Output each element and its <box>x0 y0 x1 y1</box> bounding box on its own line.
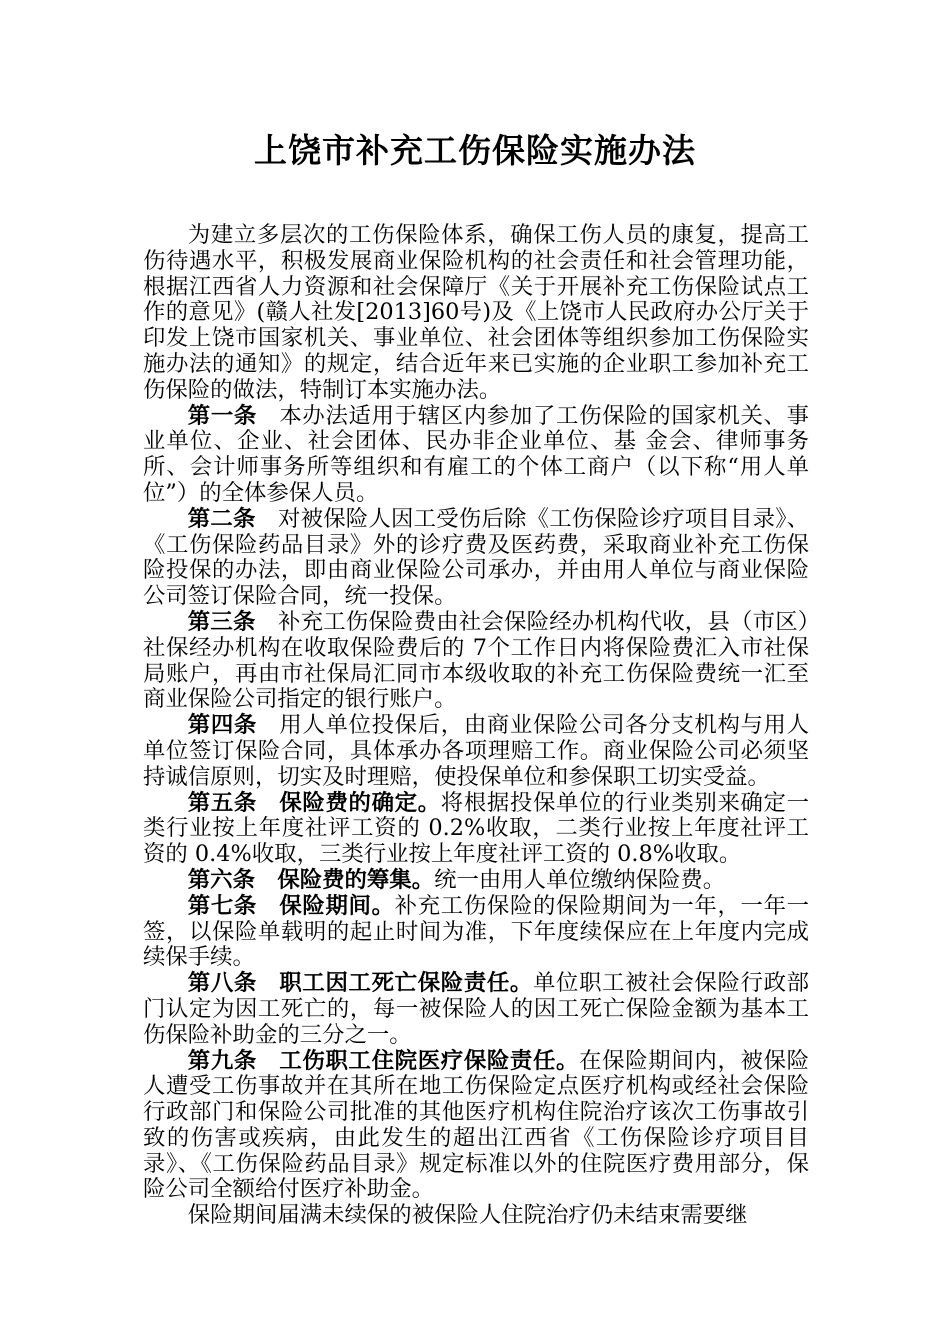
article-label: 第八条 <box>187 970 257 997</box>
article-text: 统一由用人单位缴纳保险费。 <box>434 866 726 893</box>
article-text: 将根据投保单位的行业类别来确定一类行业按上年度社评工资的 0.2%收取，二类行业按上年度社评工资的 0.4%收取，三类行业按上年度社评工资的 0.8%收取。 <box>143 789 810 868</box>
article-heading: 职工因工死亡保险责任。 <box>279 970 533 997</box>
article-label: 第三条 <box>187 608 256 635</box>
article-7 <box>143 894 809 971</box>
article-text: 补充工伤保险的保险期间为一年，一年一签，以保险单载明的起止时间为准，下年度续保应在上年度内完成续保手续。 <box>143 892 810 971</box>
article-2 <box>143 507 809 610</box>
article-label: 第五条 <box>187 789 257 816</box>
article-9 <box>143 1049 809 1204</box>
article-heading: 保险期间。 <box>279 892 395 919</box>
article-text: 用人单位投保后，由商业保险公司各分支机构与用人单位签订保险合同，具体承办各项理赔工作。商业保险公司必须坚持诚信原则，切实及时理赔，使投保单位和参保职工切实受益。 <box>143 712 810 790</box>
preamble-paragraph: 为建立多层次的工伤保险体系，确保工伤人员的康复，提高工伤待遇水平，积极发展商业保险机构的社会责任和社会管理功能，根据江西省人力资源和社会保障厅《关于开展补充工伤保险试点工作的意见》(赣人社发[2013]60号)及《上饶市人民政府办公厅关于印发上饶市国家机关、事业单位、社会团体等组织参加工伤保险实施办法的通知》的规定，结合近年来已实施的企业职工参加补充工伤保险的做法，特制订本实施办法。 <box>143 222 809 403</box>
article-6 <box>143 868 809 894</box>
document-body <box>143 223 809 1229</box>
article-text: 对被保险人因工受伤后除《工伤保险诊疗项目目录》、《工伤保险药品目录》外的诊疗费及医药费，采取商业补充工伤保险投保的办法，即由商业保险公司承办，并由用人单位与商业保险公司签订保险合同，统一投保。 <box>143 505 809 610</box>
article-text: 在保险期间内，被保险人遭受工伤事故并在其所在地工伤保险定点医疗机构或经社会保险行政部门和保险公司批准的其他医疗机构住院治疗该次工伤事故引致的伤害或疾病，由此发生的超出江西省《工伤保险诊疗项目目录》、《工伤保险药品目录》规定标准以外的住院医疗费用部分，保险公司全额给付医疗补助金。 <box>143 1047 810 1203</box>
article-text: 单位职工被社会保险行政部门认定为因工死亡的，每一被保险人的因工死亡保险金额为基本工伤保险补助金的三分之一。 <box>143 970 810 1048</box>
article-label: 第九条 <box>187 1047 257 1074</box>
article-3 <box>143 610 809 713</box>
article-heading: 保险费的确定。 <box>279 789 441 816</box>
article-heading: 工伤职工住院医疗保险责任。 <box>279 1047 580 1074</box>
article-1 <box>143 404 809 507</box>
article-label: 第一条 <box>187 402 257 429</box>
article-heading: 保险费的筹集。 <box>277 866 435 893</box>
article-4 <box>143 713 809 790</box>
article-label: 第四条 <box>187 712 257 739</box>
article-text: 补充工伤保险费由社会保险经办机构代收，县（市区）社保经办机构在收取保险费后的 7个工作日内将保险费汇入市社保局账户，再由市社保局汇同市本级收取的补充工伤保险费统一汇至商业保险公司指定的银行账户。 <box>143 608 809 713</box>
article-label: 第七条 <box>187 892 257 919</box>
article-text: 本办法适用于辖区内参加了工伤保险的国家机关、事业单位、企业、社会团体、民办非企业单位、基 金会、律师事务所、会计师事务所等组织和有雇工的个体工商户（以下称“用人单位”）的全体参保人员。 <box>143 402 810 506</box>
article-5 <box>143 791 809 868</box>
continuation-paragraph: 保险期间届满未续保的被保险人住院治疗仍未结束需要继 <box>187 1202 748 1229</box>
article-8 <box>143 971 809 1048</box>
article-label: 第二条 <box>187 505 256 532</box>
document-title: 上饶市补充工伤保险实施办法 <box>254 131 696 170</box>
article-label: 第六条 <box>187 866 255 893</box>
